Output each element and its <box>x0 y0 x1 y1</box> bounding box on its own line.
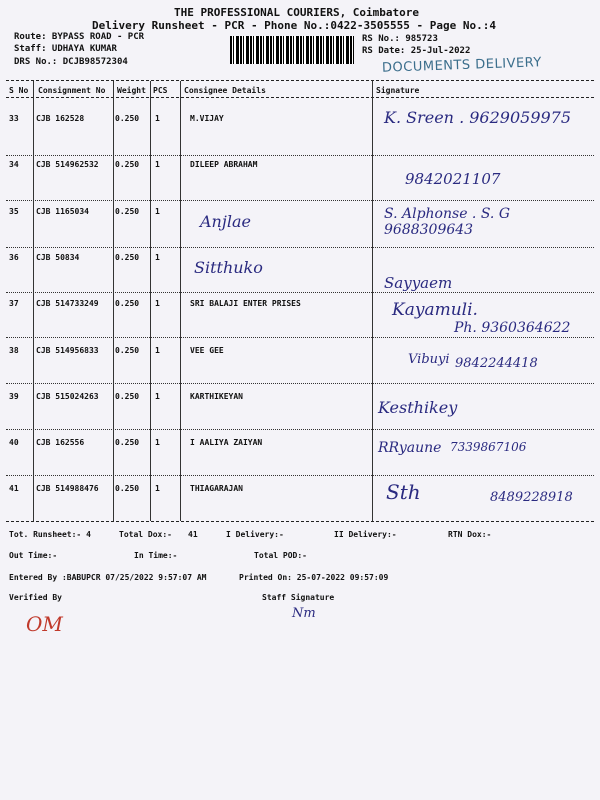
row-weight: 0.250 <box>115 438 140 447</box>
in-time: In Time:- <box>134 551 178 560</box>
row-sno: 40 <box>9 438 19 447</box>
divider <box>6 97 594 98</box>
column-rule <box>33 81 34 521</box>
row-consignment: CJB 162528 <box>36 114 85 123</box>
row-consignee: VEE GEE <box>190 346 224 355</box>
row-consignee: SRI BALAJI ENTER PRISES <box>190 299 301 308</box>
row-pcs: 1 <box>155 484 160 493</box>
row-divider <box>6 475 594 476</box>
row-consignee: M.VIJAY <box>190 114 224 123</box>
runsheet-title: Delivery Runsheet - PCR - Phone No.:0422-3505555 - Page No.:4 <box>92 19 496 32</box>
signature-handwritten: 9842244418 <box>455 356 538 371</box>
col-sno: S No <box>9 86 29 95</box>
signature-handwritten: S. Alphonse . S. G 9688309643 <box>384 206 510 238</box>
signature-scribble-icon: Sth <box>386 480 421 504</box>
out-time: Out Time:- <box>9 551 58 560</box>
rtn-dox: RTN Dox:- <box>448 530 492 539</box>
route-label: Route: BYPASS ROAD - PCR <box>14 32 145 42</box>
col-signature: Signature <box>376 86 420 95</box>
row-consignment: CJB 514988476 <box>36 484 99 493</box>
verified-signature-icon: OM <box>26 612 63 636</box>
column-rule <box>113 81 114 521</box>
printed-on: Printed On: 25-07-2022 09:57:09 <box>239 573 389 582</box>
row-divider <box>6 292 594 293</box>
row-divider <box>6 337 594 338</box>
row-sno: 38 <box>9 346 19 355</box>
total-pod: Total POD:- <box>254 551 307 560</box>
signature-handwritten: K. Sreen . 9629059975 <box>384 108 572 127</box>
row-weight: 0.250 <box>115 160 140 169</box>
staff-signature-icon: Nm <box>292 606 316 621</box>
row-sno: 34 <box>9 160 19 169</box>
row-weight: 0.250 <box>115 114 140 123</box>
row-sno: 41 <box>9 484 19 493</box>
row-sno: 39 <box>9 392 19 401</box>
row-consignee: I AALIYA ZAIYAN <box>190 438 263 447</box>
total-dox-value: 41 <box>188 530 198 539</box>
col-pcs: PCS <box>153 86 168 95</box>
staff-signature-label: Staff Signature <box>262 593 335 602</box>
signature-handwritten: 8489228918 <box>490 490 573 505</box>
col-consignee: Consignee Details <box>184 86 266 95</box>
barcode <box>230 36 354 64</box>
row-consignment: CJB 162556 <box>36 438 85 447</box>
row-sno: 36 <box>9 253 19 262</box>
divider <box>6 80 594 81</box>
row-consignment: CJB 514956833 <box>36 346 99 355</box>
signature-scribble-icon: Vibuyi <box>408 352 450 367</box>
row-consignment: CJB 514733249 <box>36 299 99 308</box>
signature-handwritten: 7339867106 <box>450 440 527 454</box>
row-pcs: 1 <box>155 160 160 169</box>
row-consignment: CJB 515024263 <box>36 392 99 401</box>
col-weight: Weight <box>117 86 146 95</box>
row-divider <box>6 429 594 430</box>
column-rule <box>180 81 181 521</box>
divider <box>6 521 594 522</box>
row-consignee: KARTHIKEYAN <box>190 392 243 401</box>
row-sno: 35 <box>9 207 19 216</box>
row-weight: 0.250 <box>115 299 140 308</box>
signature-scribble-icon: Kesthikey <box>378 398 458 417</box>
company-title: THE PROFESSIONAL COURIERS, Coimbatore <box>174 6 420 19</box>
row-weight: 0.250 <box>115 392 140 401</box>
row-consignment: CJB 50834 <box>36 253 80 262</box>
signature-handwritten: Ph. 9360364622 <box>454 320 571 336</box>
signature-scribble-icon: Sayyaem <box>384 274 453 292</box>
row-sno: 33 <box>9 114 19 123</box>
rs-date: RS Date: 25-Jul-2022 <box>362 46 471 56</box>
row-consignment: CJB 1165034 <box>36 207 89 216</box>
row-divider <box>6 247 594 248</box>
row-pcs: 1 <box>155 438 160 447</box>
row-consignee: THIAGARAJAN <box>190 484 243 493</box>
row-pcs: 1 <box>155 207 160 216</box>
col-consignment: Consignment No <box>38 86 106 95</box>
drs-number: DRS No.: DCJB98572304 <box>14 57 128 67</box>
row-sno: 37 <box>9 299 19 308</box>
staff-label: Staff: UDHAYA KUMAR <box>14 44 117 54</box>
row-pcs: 1 <box>155 114 160 123</box>
row-consignment: CJB 514962532 <box>36 160 99 169</box>
row-pcs: 1 <box>155 346 160 355</box>
consignee-handwritten-icon: Anjlae <box>200 212 251 231</box>
row-pcs: 1 <box>155 253 160 262</box>
i-delivery: I Delivery:- <box>226 530 284 539</box>
tot-runsheet: Tot. Runsheet:- 4 <box>9 530 91 539</box>
verified-by: Verified By <box>9 593 62 602</box>
row-pcs: 1 <box>155 299 160 308</box>
row-weight: 0.250 <box>115 484 140 493</box>
row-consignee: DILEEP ABRAHAM <box>190 160 258 169</box>
signature-handwritten: 9842021107 <box>405 170 501 188</box>
row-divider <box>6 200 594 201</box>
signature-scribble-icon: RRyaune <box>378 440 442 456</box>
consignee-handwritten-icon: Sitthuko <box>194 258 263 277</box>
entered-by: Entered By :BABUPCR 07/25/2022 9:57:07 AM <box>9 573 207 582</box>
row-divider <box>6 155 594 156</box>
row-weight: 0.250 <box>115 253 140 262</box>
documents-delivery-stamp: DOCUMENTS DELIVERY <box>381 55 543 76</box>
row-divider <box>6 383 594 384</box>
total-dox-label: Total Dox:- <box>119 530 172 539</box>
row-weight: 0.250 <box>115 207 140 216</box>
row-pcs: 1 <box>155 392 160 401</box>
column-rule <box>372 81 373 521</box>
column-rule <box>150 81 151 521</box>
signature-scribble-icon: Kayamuli. <box>392 300 478 320</box>
rs-number: RS No.: 985723 <box>362 34 438 44</box>
ii-delivery: II Delivery:- <box>334 530 397 539</box>
row-weight: 0.250 <box>115 346 140 355</box>
